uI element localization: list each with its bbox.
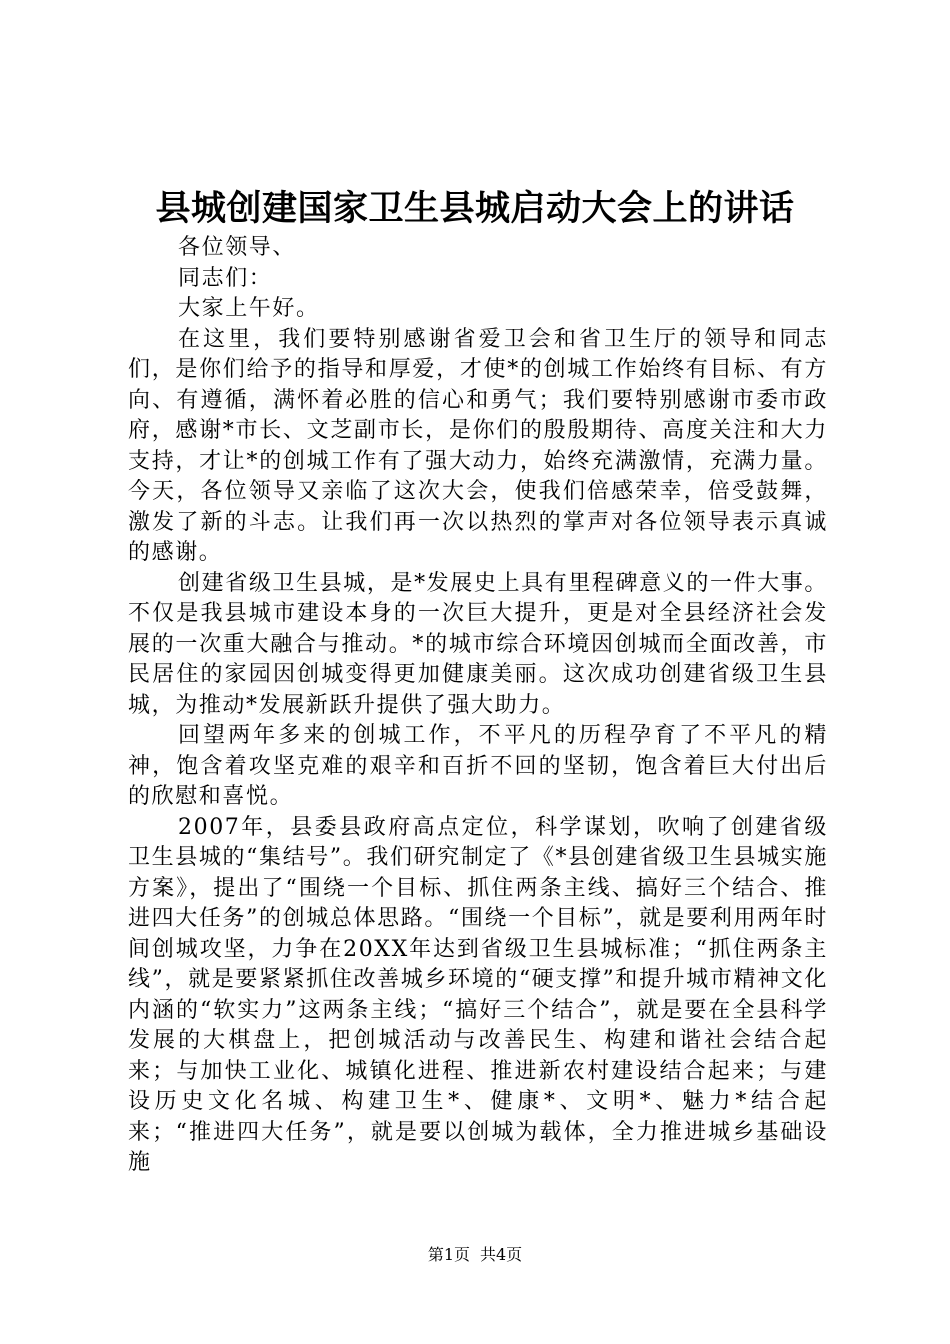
body-paragraph: 2007年，县委县政府高点定位，科学谋划，吹响了创建省级卫生县城的“集结号”。我们研究制定了《*县创建省级卫生县城实施方案》，提出了“围绕一个目标、抓住两条主线、搞好三个结合、推进四大任务”的创城总体思路。“围绕一个目标”，就是要利用两年时间创城攻坚，力争在20XX年达到省级卫生县城标准；“抓住两条主线”，就是要紧紧抓住改善城乡环境的“硬支撑”和提升城市精神文化内涵的“软实力”这两条主线；“搞好三个结合”，就是要在全县科学发展的大棋盘上，把创城活动与改善民生、构建和谐社会结合起来；与加快工业化、城镇化进程、推进新农村建设结合起来；与建设历史文化名城、构建卫生*、健康*、文明*、魅力*结合起来；“推进四大任务”，就是要以创城为载体，全力推进城乡基础设施 (128, 814, 828, 1175)
body-paragraph: 在这里，我们要特别感谢省爱卫会和省卫生厅的领导和同志们，是你们给予的指导和厚爱，才使*的创城工作始终有目标、有方向、有遵循，满怀着必胜的信心和勇气；我们要特别感谢市委市政府，感谢*市长、文芝副市长，是你们的殷殷期待、高度关注和大力支持，才让*的创城工作有了强大动力，始终充满激情，充满力量。今天，各位领导又亲临了这次大会，使我们倍感荣幸，倍受鼓舞，激发了新的斗志。让我们再一次以热烈的掌声对各位领导表示真诚的感谢。 (128, 326, 828, 565)
salutation-leaders: 各位领导、 (178, 235, 297, 260)
greeting: 大家上午好。 (178, 296, 320, 321)
body-paragraph: 创建省级卫生县城，是*发展史上具有里程碑意义的一件大事。不仅是我县城市建设本身的一次巨大提升，更是对全县经济社会发展的一次重大融合与推动。*的城市综合环境因创城而全面改善，市民居住的家园因创城变得更加健康美丽。这次成功创建省级卫生县城，为推动*发展新跃升提供了强大助力。 (128, 570, 828, 718)
page-total: 共4页 (480, 1245, 523, 1264)
document-title: 县城创建国家卫生县城启动大会上的讲话 (155, 188, 795, 229)
page-number: 第1页 (427, 1245, 470, 1264)
body-paragraph: 回望两年多来的创城工作，不平凡的历程孕育了不平凡的精神，饱含着攻坚克难的艰辛和百折不回的坚韧，饱含着巨大付出后的欣慰和喜悦。 (128, 723, 828, 809)
document-body (128, 233, 828, 1179)
page-footer (0, 1244, 950, 1266)
salutation-comrades: 同志们： (178, 265, 273, 291)
